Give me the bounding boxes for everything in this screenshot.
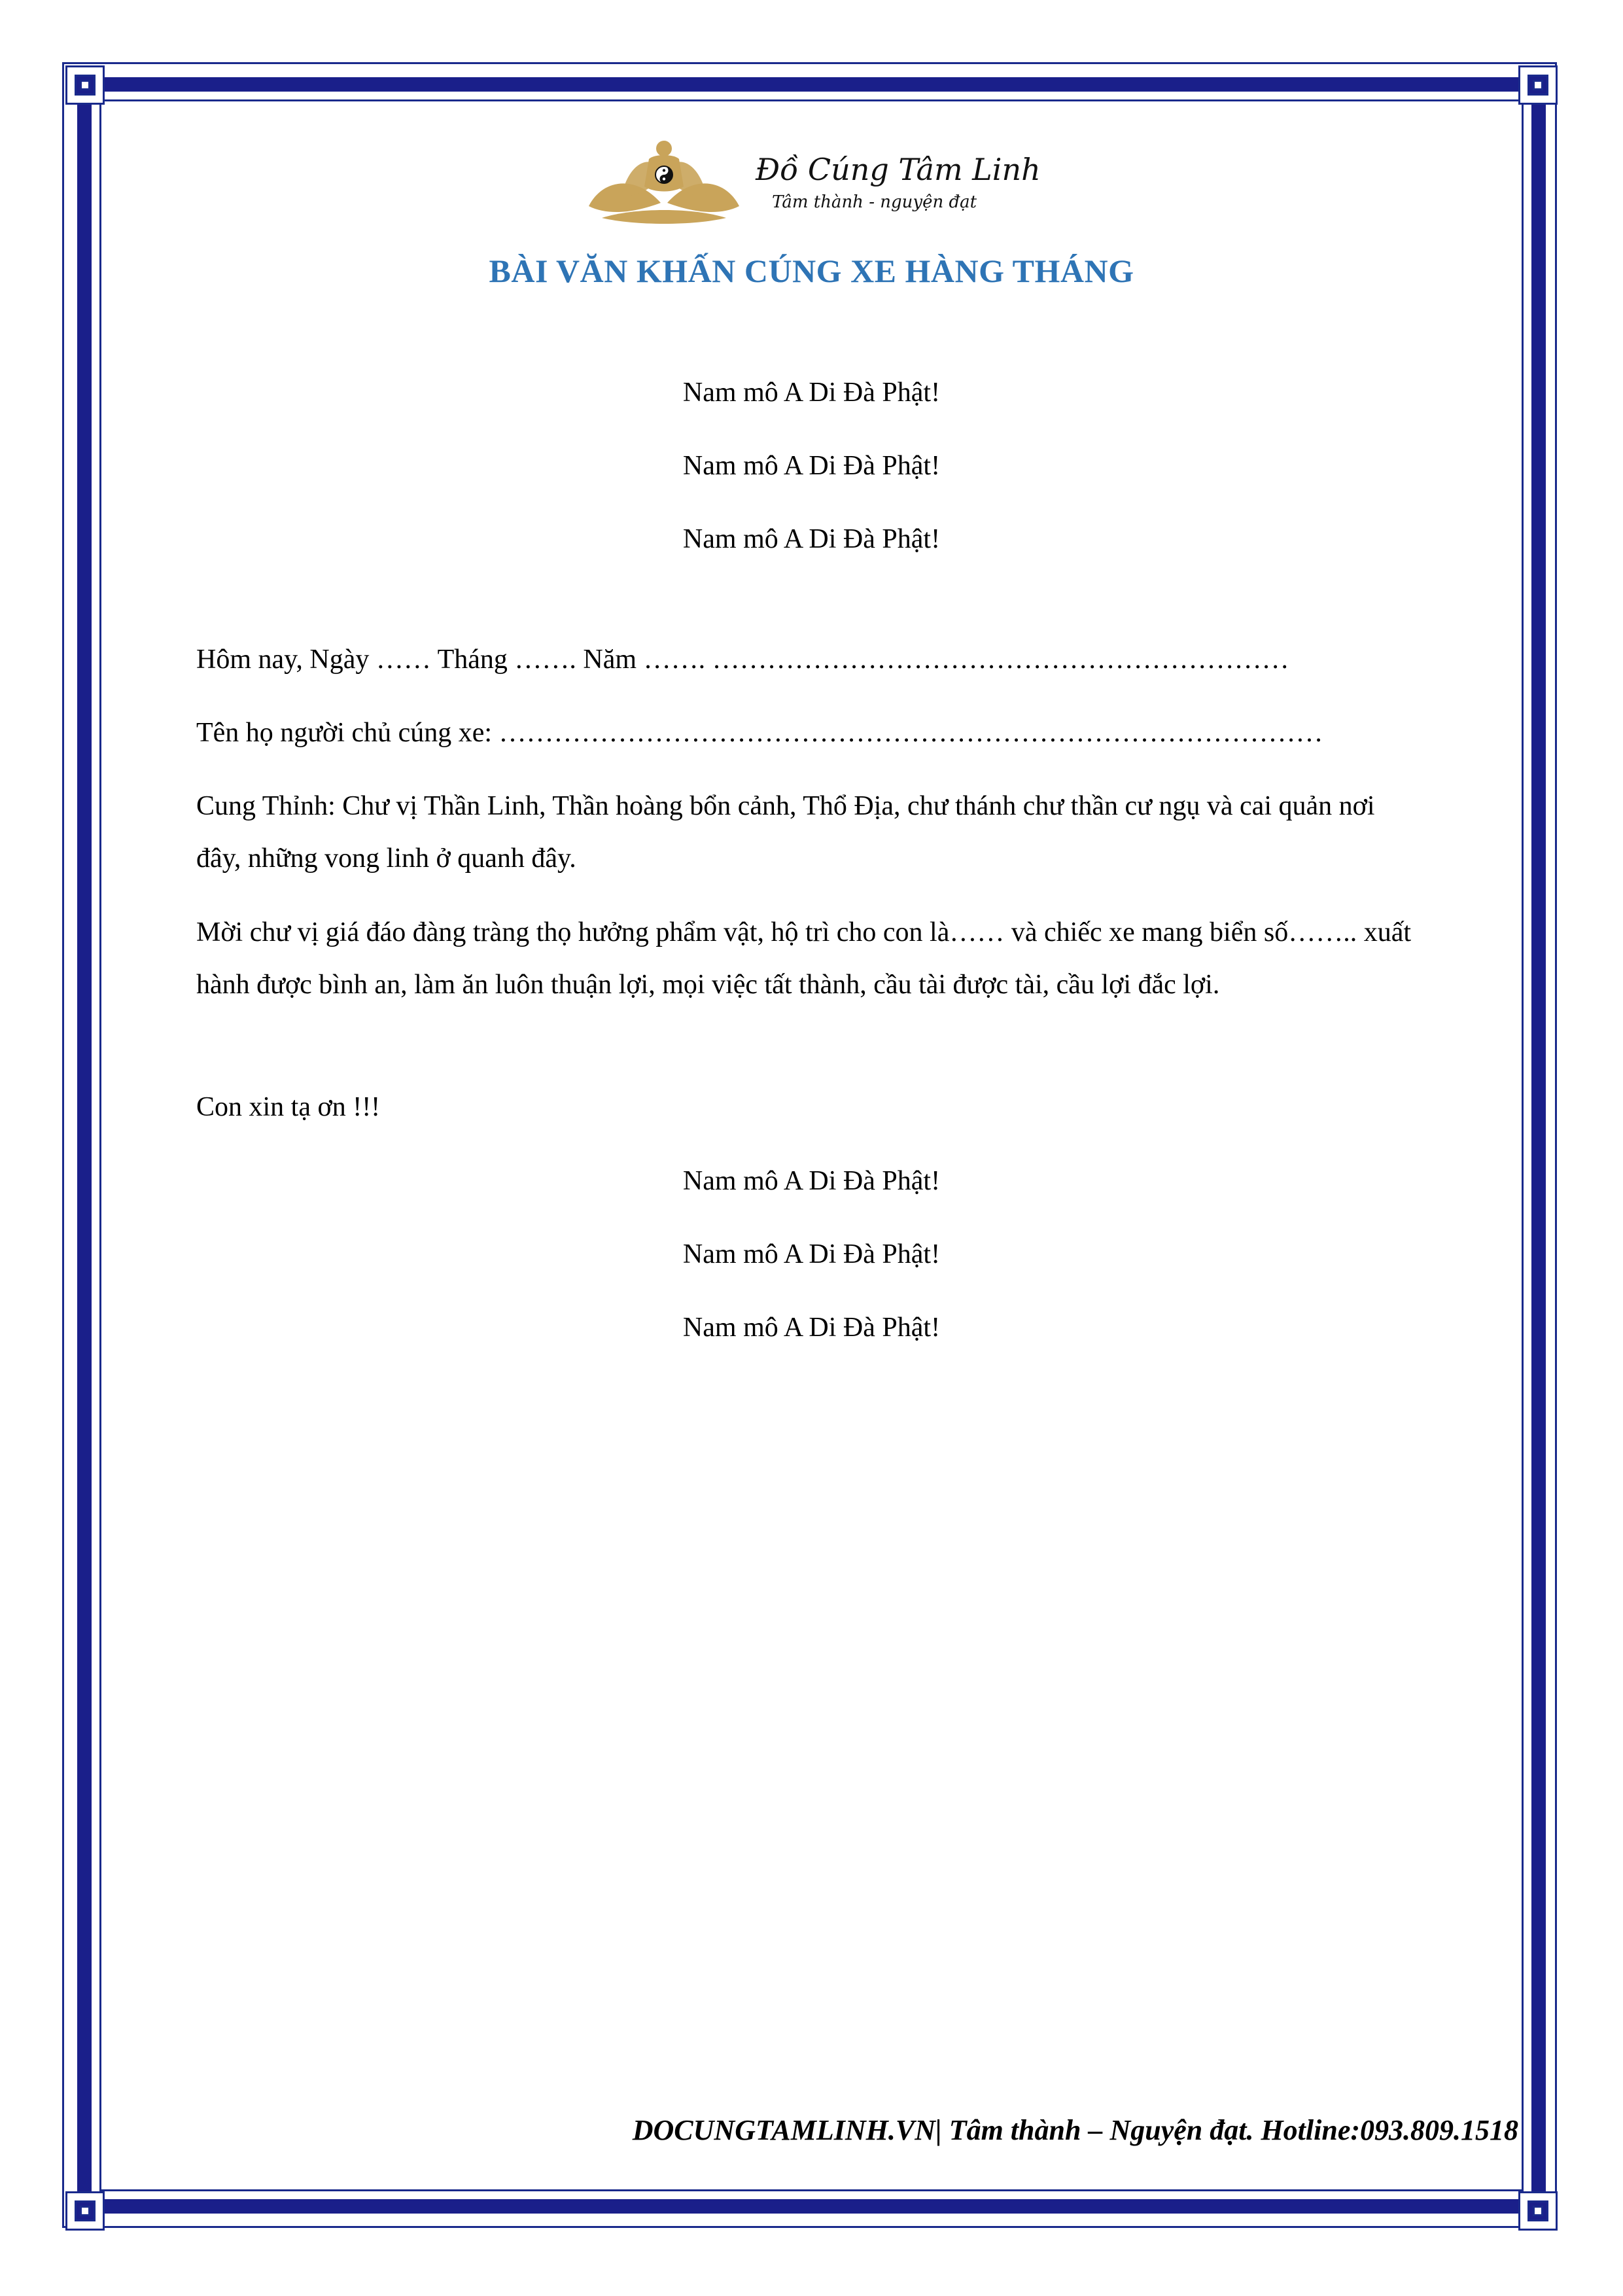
invocation-line: Nam mô A Di Đà Phật!	[682, 451, 941, 481]
owner-name-line: Tên họ người chủ cúng xe: ………………………………………………………………………………	[196, 718, 1323, 748]
document-title: BÀI VĂN KHẤN CÚNG XE HÀNG THÁNG	[489, 253, 1134, 289]
invocation-line: Nam mô A Di Đà Phật!	[682, 378, 941, 408]
invocation-line: Nam mô A Di Đà Phật!	[682, 1313, 941, 1343]
invocation-line: Nam mô A Di Đà Phật!	[682, 1166, 941, 1196]
offering-paragraph: Mời chư vị giá đáo đàng tràng thọ hưởng phẩm vật, hộ trì cho con là…… và chiếc xe mang biển số…….. xuất hành được bình an, làm ăn luôn thuận lợi, mọi việc tất thành, cầu tài được tài, cầu lợi đắc lợi.	[196, 917, 1412, 1000]
border-corner-ornament	[65, 65, 105, 105]
footer-contact: DOCUNGTAMLINH.VN| Tâm thành – Nguyện đạt. Hotline:093.809.1518	[632, 2114, 1518, 2146]
date-line: Hôm nay, Ngày …… Tháng ……. Năm ……. ………………………………………………………	[196, 645, 1289, 675]
svg-text:Tâm thành - nguyện đạt: Tâm thành - nguyện đạt	[772, 192, 977, 212]
border-corner-ornament	[1518, 2191, 1558, 2231]
invitation-paragraph: Cung Thỉnh: Chư vị Thần Linh, Thần hoàng bổn cảnh, Thổ Địa, chư thánh chư thần cư ngụ và cai quản nơi đây, những vong linh ở quanh đây.	[196, 791, 1375, 874]
brand-logo	[576, 134, 1047, 232]
closing-line: Con xin tạ ơn !!!	[196, 1092, 381, 1122]
border-corner-ornament	[1518, 65, 1558, 105]
svg-text:Đồ Cúng Tâm Linh: Đồ Cúng Tâm Linh	[756, 152, 1041, 187]
invocation-line: Nam mô A Di Đà Phật!	[682, 1239, 941, 1269]
invocation-line: Nam mô A Di Đà Phật!	[682, 524, 941, 554]
border-corner-ornament	[65, 2191, 105, 2231]
